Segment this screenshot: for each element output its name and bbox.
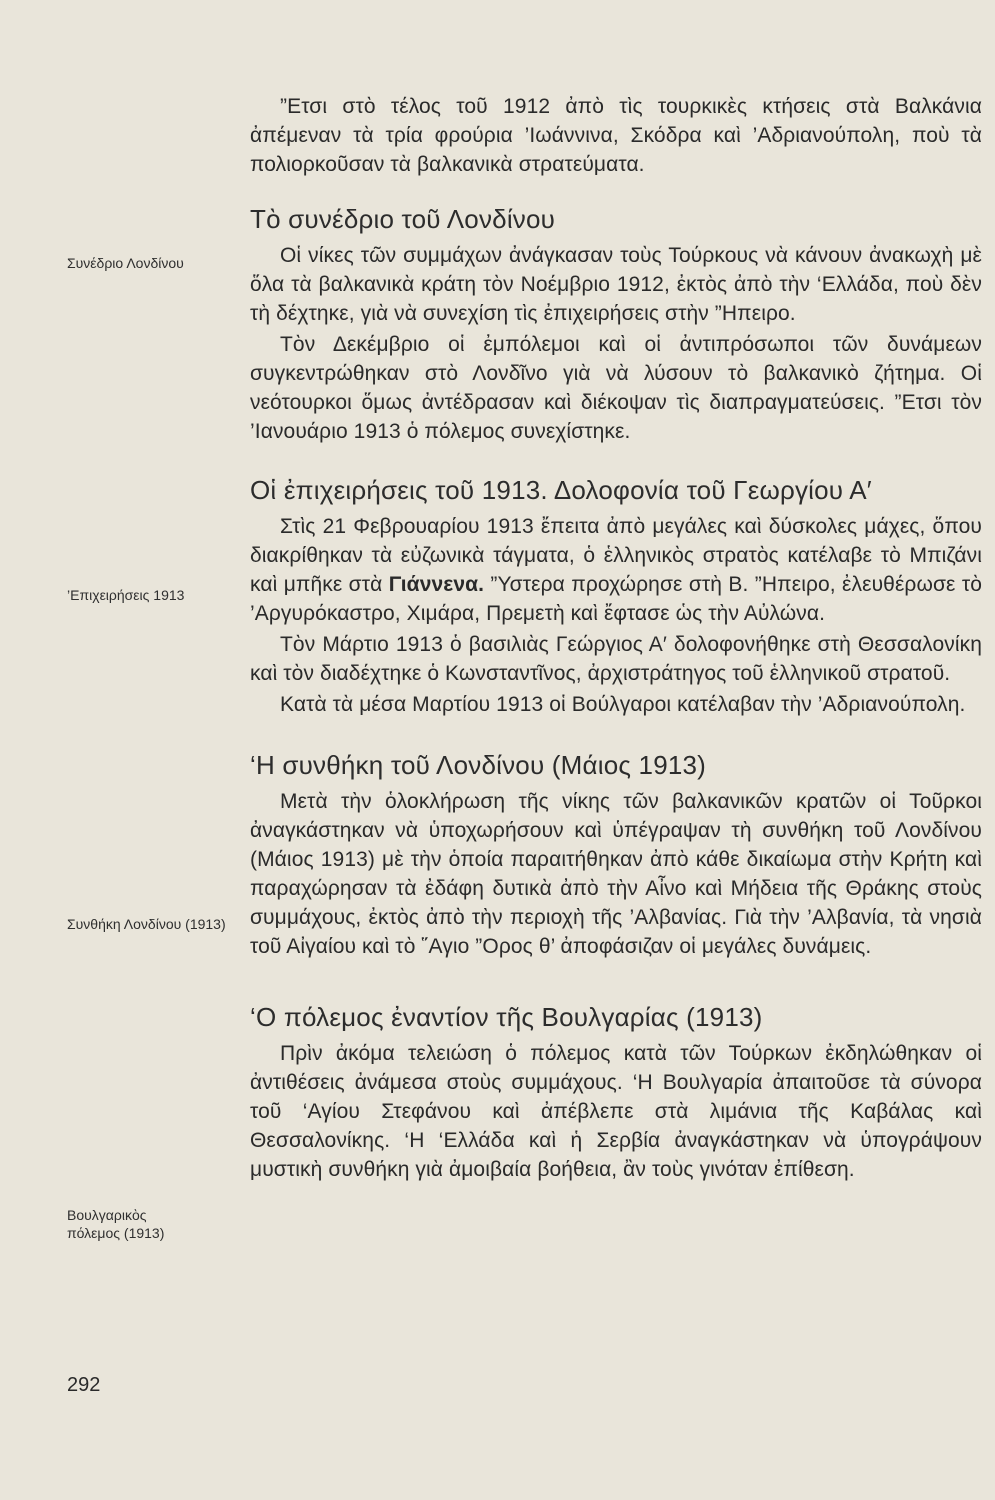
section-title-bulgarian-war: ‘Ο πόλεμος ἐναντίον τῆς Βουλγαρίας (1913) — [250, 1002, 763, 1032]
main-text-column — [250, 92, 982, 1186]
section-title-operations-1913: Οἱ ἐπιχειρήσεις τοῦ 1913. Δολοφονία τοῦ Γεωργίου Α′ — [250, 475, 872, 505]
paragraph: Πρὶν ἀκόμα τελειώση ὁ πόλεμος κατὰ τῶν Τούρκων ἐκδηλώθηκαν οἱ ἀντιθέσεις ἀνάμεσα στοὺς συμμάχους. ‘Η Βουλγαρία ἀπαιτοῦσε τὰ σύνορα τοῦ ‘Αγίου Στεφάνου καὶ ἀπέβλεπε στὰ λιμάνια τῆς Καβάλας καὶ Θεσσαλονίκης. ‘Η ‘Ελλάδα καὶ ἡ Σερβία ἀναγκάστηκαν νὰ ὑπογράψουν μυστικὴ συνθήκη γιὰ ἀμοιβαία βοήθεια, ἂν τοὺς γινόταν ἐπίθεση. — [250, 1042, 982, 1181]
paragraph: Κατὰ τὰ μέσα Μαρτίου 1913 οἱ Βούλγαροι κατέλαβαν τὴν ’Αδριανούπολη. — [280, 693, 966, 716]
margin-note-london-treaty: Συνθήκη Λονδίνου (1913) — [67, 916, 226, 932]
page-number: 292 — [67, 1374, 101, 1396]
text-span: Στὶς 21 Φεβρουαρίου 1913 ἔπειτα ἀπὸ μεγάλες καὶ δύσκολες μάχες, ὅπου διακρίθηκαν τὰ εὐζωνικὰ τάγματα, ὁ ἑλληνικὸς στρατὸς κατέλαβε τὸ Μπιζάνι καὶ μπῆκε στὰ — [250, 515, 982, 596]
bold-text: Γιάννενα. — [388, 573, 485, 596]
section-title-london-congress: Τὸ συνέδριο τοῦ Λονδίνου — [250, 204, 556, 234]
paragraph: Τὸν Δεκέμβριο οἱ ἐμπόλεμοι καὶ οἱ ἀντιπρόσωποι τῶν δυνάμεων συγκεντρώθηκαν στὸ Λονδῖνο γιὰ νὰ λύσουν τὸ βαλκανικὸ ζήτημα. Οἱ νεότουρκοι ὅμως ἀντέδρασαν καὶ διέκοψαν τὶς διαπραγματεύσεις. ”Ετσι τὸν ’Ιανουάριο 1913 ὁ πόλεμος συνεχίστηκε. — [250, 333, 982, 443]
text-span: ”Υστερα προχώρησε στὴ Β. ”Ηπειρο, ἐλευθέρωσε τὸ ’Αργυρόκαστρο, Χιμάρα, Πρεμετὴ καὶ ἔφτασε ὡς τὴν Αὐλώνα. — [250, 573, 982, 625]
paragraph: Τὸν Μάρτιο 1913 ὁ βασιλιὰς Γεώργιος Α′ δολοφονήθηκε στὴ Θεσσαλονίκη καὶ τὸν διαδέχτηκε ὁ Κωνσταντῖνος, ἀρχιστράτηγος τοῦ ἑλληνικοῦ στρατοῦ. — [250, 633, 982, 685]
paragraph: Μετὰ τὴν ὁλοκλήρωση τῆς νίκης τῶν βαλκανικῶν κρατῶν οἱ Τοῦρκοι ἀναγκάστηκαν νὰ ὑποχωρήσουν καὶ ὑπέγραψαν τὴ συνθήκη τοῦ Λονδίνου (Μάιος 1913) μὲ τὴν ὁποία παραιτήθηκαν ἀπὸ κάθε δικαίωμα στὴν Κρήτη καὶ παραχώρησαν τὰ ἐδάφη δυτικὰ ἀπὸ τὴν Αἶνο καὶ Μήδεια τῆς Θράκης στοὺς συμμάχους, ἐκτὸς ἀπὸ τὴν περιοχὴ τῆς ’Αλβανίας. Γιὰ τὴν ’Αλβανία, τὰ νησιὰ τοῦ Αἰγαίου καὶ τὸ ῞Αγιο ”Ορος θ’ ἀποφάσιζαν οἱ μεγάλες δυνάμεις. — [250, 790, 982, 958]
paragraph: Οἱ νίκες τῶν συμμάχων ἀνάγκασαν τοὺς Τούρκους νὰ κάνουν ἀνακωχὴ μὲ ὅλα τὰ βαλκανικὰ κράτη τὸν Νοέμβριο 1912, ἐκτὸς ἀπὸ τὴν ‘Ελλάδα, ποὺ δὲν τὴ δέχτηκε, γιὰ νὰ συνεχίση τὶς ἐπιχειρήσεις στὴν ”Ηπειρο. — [250, 244, 982, 325]
section-title-london-treaty: ‘Η συνθήκη τοῦ Λονδίνου (Μάιος 1913) — [250, 750, 707, 780]
paragraph — [250, 512, 982, 628]
intro-paragraph: ”Ετσι στὸ τέλος τοῦ 1912 ἀπὸ τὶς τουρκικὲς κτήσεις στὰ Βαλκάνια ἀπέμεναν τὰ τρία φρούρια ’Ιωάννινα, Σκόδρα καὶ ’Αδριανούπολη, ποὺ τὰ πολιορκοῦσαν τὰ βαλκανικὰ στρατεύματα. — [250, 95, 982, 176]
margin-note-london-congress: Συνέδριο Λονδίνου — [67, 255, 184, 271]
margin-note-operations-1913: ’Επιχειρήσεις 1913 — [67, 587, 185, 603]
margin-note-bulgarian-war: Βουλγαρικὸς πόλεμος (1913) — [67, 1207, 165, 1241]
